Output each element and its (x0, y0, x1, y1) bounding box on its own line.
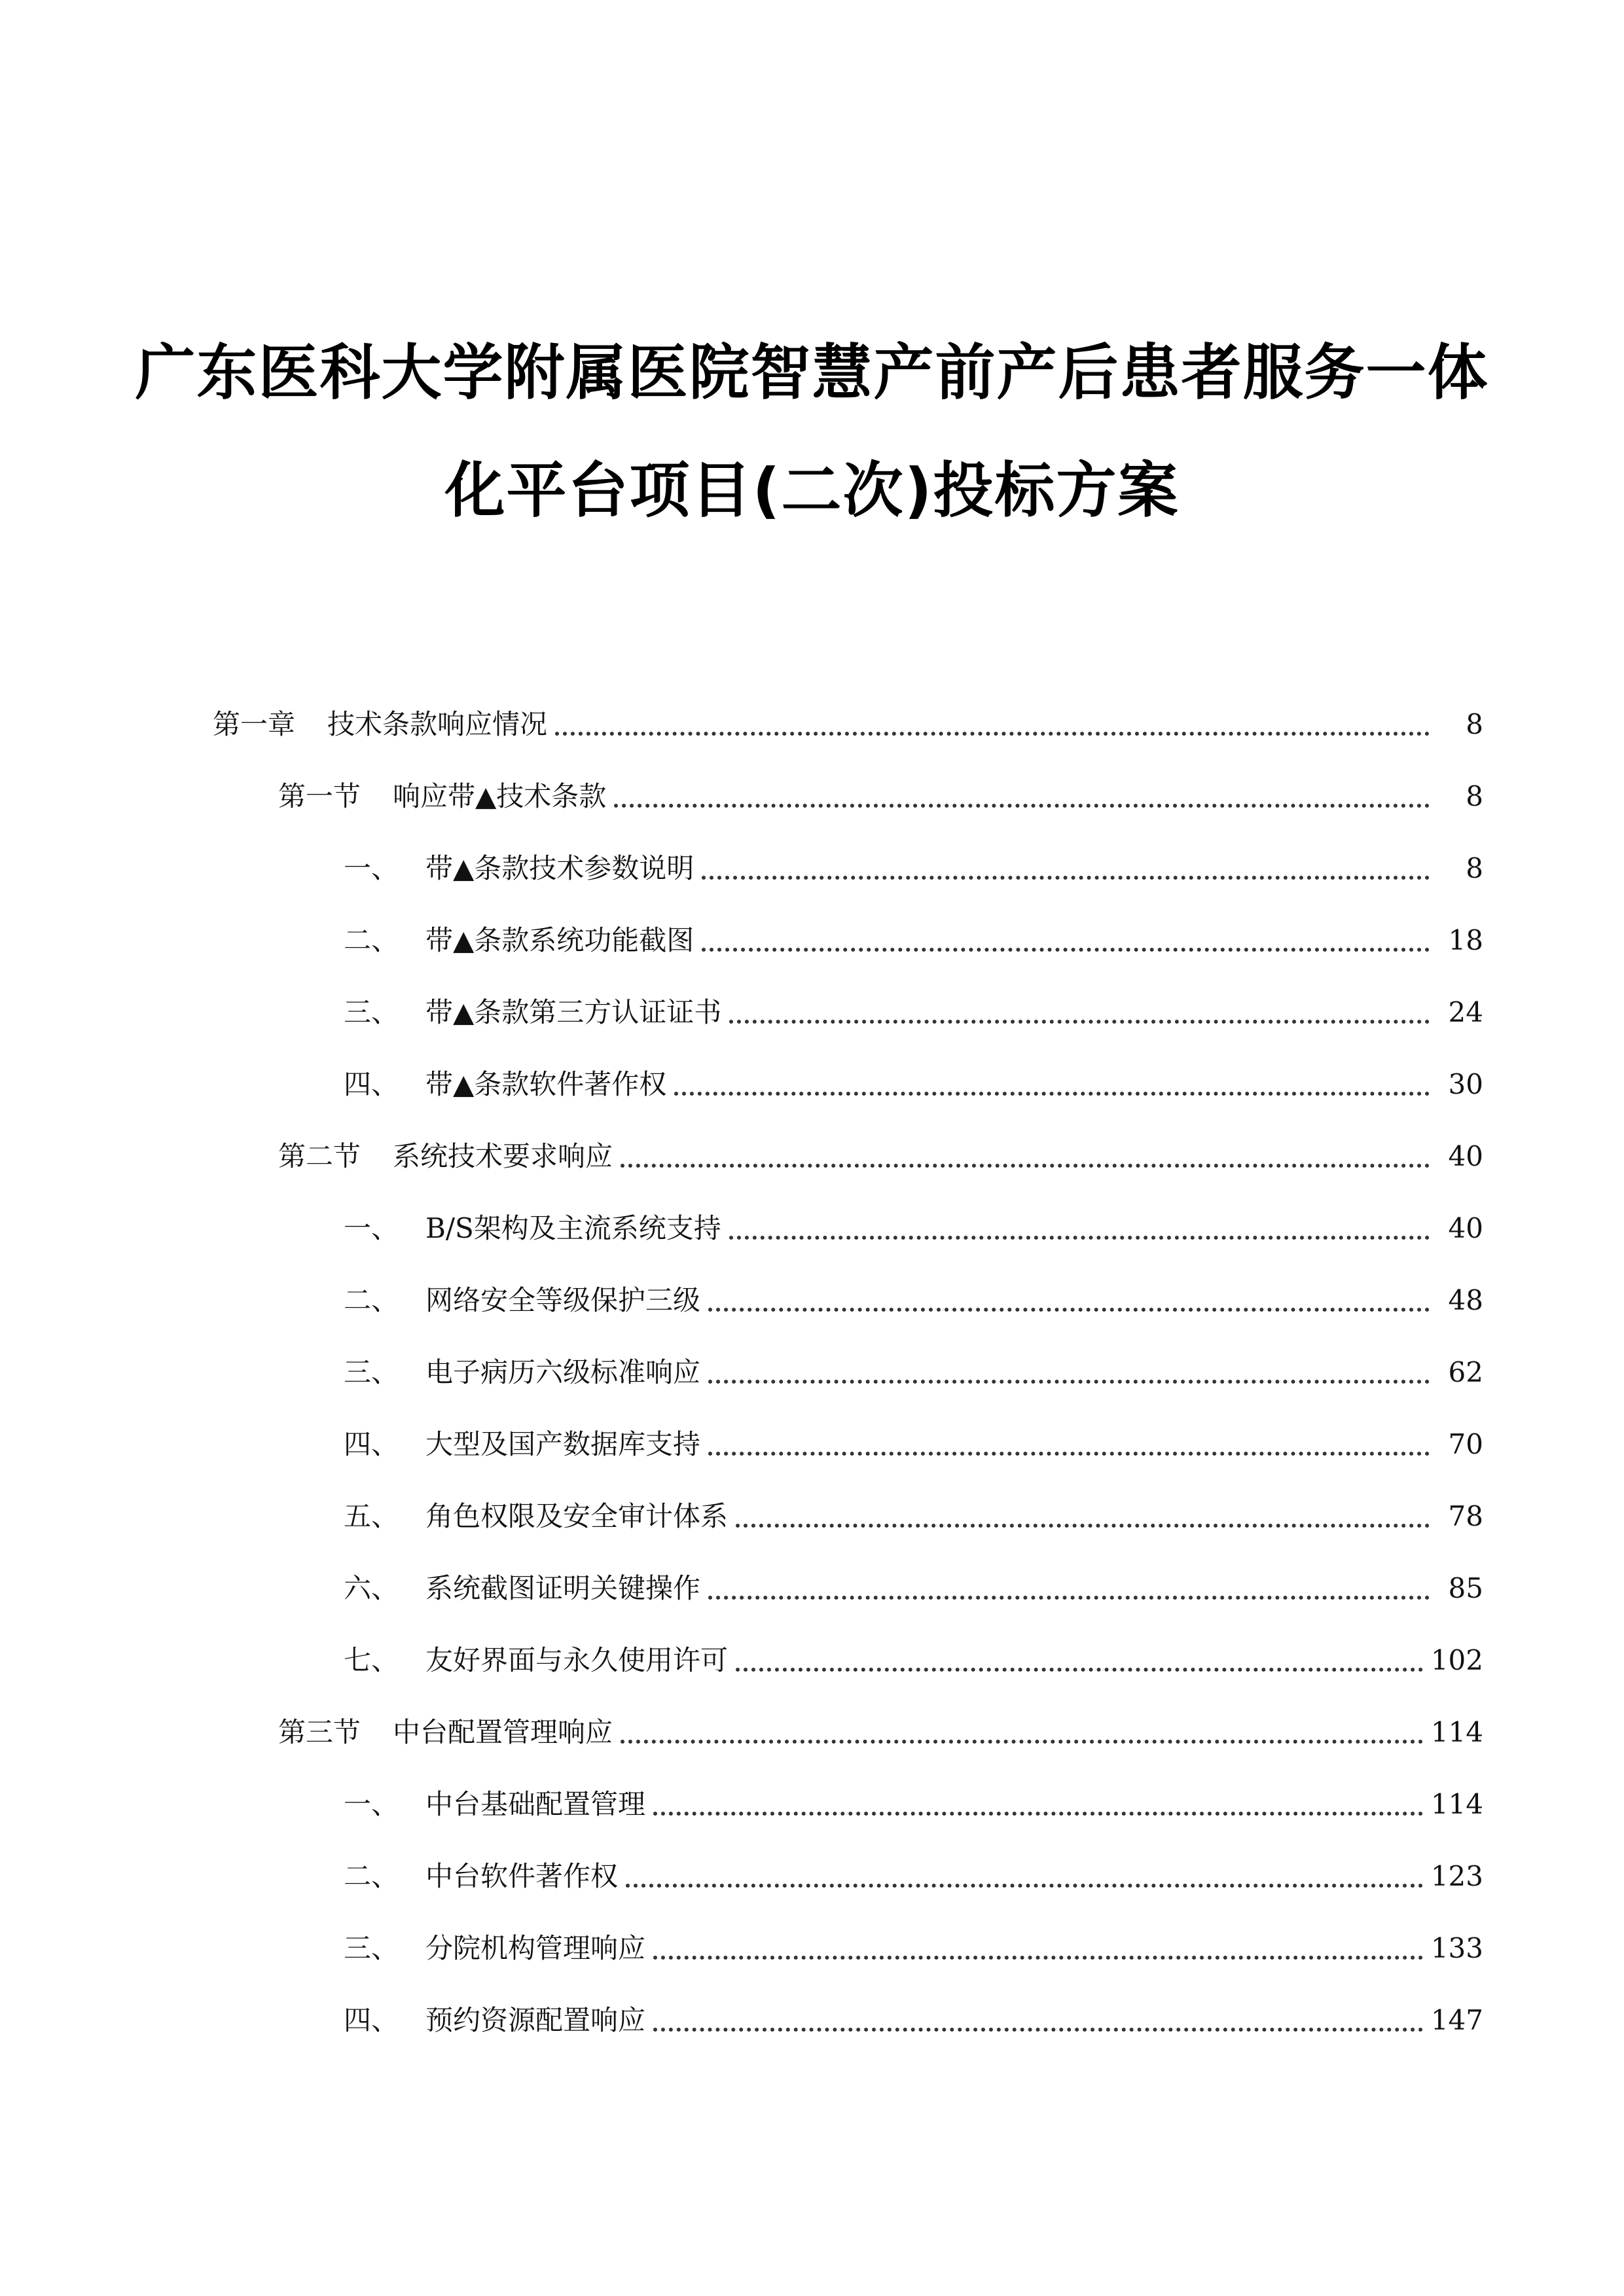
toc-number: 二、 (344, 924, 399, 956)
toc-entry-section[interactable] (278, 1134, 1483, 1179)
toc-label: 电子病历六级标准响应 (425, 1356, 701, 1388)
toc-entry-subsection[interactable] (344, 1854, 1483, 1899)
toc-number: 二、 (344, 1284, 399, 1316)
toc-entry-subsection[interactable] (344, 846, 1483, 891)
toc-number: 七、 (344, 1644, 399, 1676)
toc-number: 四、 (344, 1068, 399, 1100)
toc-entry-subsection[interactable] (344, 1422, 1483, 1467)
dot-leader (626, 1884, 1423, 1888)
toc-entry-subsection[interactable] (344, 1206, 1483, 1251)
toc-entry-subsection[interactable] (344, 990, 1483, 1035)
dot-leader (708, 1380, 1430, 1384)
toc-entry-subsection[interactable] (344, 1998, 1483, 2043)
toc-label: 中台软件著作权 (425, 1860, 619, 1892)
toc-page-number: 8 (1466, 780, 1483, 812)
toc-label: 技术条款响应情况 (327, 708, 548, 740)
toc-entry-subsection[interactable] (344, 1566, 1483, 1611)
toc-entry-subsection[interactable] (344, 1350, 1483, 1395)
document-title-line-2: 化平台项目(二次)投标方案 (444, 456, 1180, 526)
toc-label: 网络安全等级保护三级 (425, 1284, 701, 1316)
toc-number: 三、 (344, 996, 399, 1028)
dot-leader (614, 804, 1430, 808)
toc-label: 中台基础配置管理 (425, 1788, 646, 1820)
toc-number: 一、 (344, 1212, 399, 1244)
toc-entry-section[interactable] (278, 1710, 1483, 1755)
toc-entry-subsection[interactable] (344, 1782, 1483, 1827)
toc-number: 一、 (344, 1788, 399, 1820)
toc-page-number: 40 (1448, 1212, 1483, 1244)
dot-leader (653, 1956, 1423, 1960)
toc-number: 二、 (344, 1860, 399, 1892)
toc-number: 第一节 (278, 780, 361, 812)
toc-label: 带▲条款软件著作权 (425, 1068, 667, 1100)
toc-page-number: 24 (1448, 996, 1483, 1028)
dot-leader (708, 1452, 1430, 1456)
toc-number: 四、 (344, 2004, 399, 2036)
toc-entry-subsection[interactable] (344, 918, 1483, 963)
toc-page-number: 8 (1466, 852, 1483, 884)
toc-label: 系统技术要求响应 (393, 1140, 613, 1172)
dot-leader (708, 1596, 1430, 1600)
toc-page-number: 40 (1448, 1140, 1483, 1172)
toc-page-number: 78 (1448, 1500, 1483, 1532)
dot-leader (736, 1668, 1423, 1672)
toc-page-number: 62 (1448, 1356, 1483, 1388)
dot-leader (555, 732, 1430, 736)
toc-label: 预约资源配置响应 (425, 2004, 646, 2036)
toc-label: B/S架构及主流系统支持 (425, 1212, 721, 1244)
toc-page-number: 147 (1430, 2004, 1483, 2036)
dot-leader (702, 876, 1430, 880)
dot-leader (729, 1236, 1430, 1240)
toc-number: 三、 (344, 1356, 399, 1388)
toc-label: 系统截图证明关键操作 (425, 1572, 701, 1604)
toc-entry-subsection[interactable] (344, 1494, 1483, 1539)
toc-page-number: 102 (1430, 1644, 1483, 1676)
toc-label: 带▲条款技术参数说明 (425, 852, 695, 884)
toc-number: 六、 (344, 1572, 399, 1604)
toc-number: 第三节 (278, 1716, 361, 1748)
dot-leader (653, 2028, 1423, 2032)
toc-entry-subsection[interactable] (344, 1278, 1483, 1323)
toc-number: 第一章 (213, 708, 296, 740)
toc-label: 分院机构管理响应 (425, 1932, 646, 1964)
toc-label: 带▲条款系统功能截图 (425, 924, 695, 956)
toc-entry-subsection[interactable] (344, 1926, 1483, 1971)
toc-number: 五、 (344, 1500, 399, 1532)
toc-page-number: 114 (1430, 1716, 1483, 1748)
dot-leader (653, 1812, 1423, 1816)
toc-page-number: 70 (1448, 1428, 1483, 1460)
dot-leader (729, 1020, 1430, 1024)
dot-leader (621, 1164, 1430, 1168)
toc-page-number: 48 (1448, 1284, 1483, 1316)
toc-entry-subsection[interactable] (344, 1638, 1483, 1683)
document-title-line-1: 广东医科大学附属医院智慧产前产后患者服务一体 (135, 338, 1489, 408)
toc-page-number: 30 (1448, 1068, 1483, 1100)
toc-entry-section[interactable] (278, 774, 1483, 819)
toc-label: 响应带▲技术条款 (393, 780, 607, 812)
toc-number: 三、 (344, 1932, 399, 1964)
dot-leader (736, 1524, 1430, 1528)
dot-leader (674, 1092, 1430, 1096)
dot-leader (708, 1308, 1430, 1312)
toc-page-number: 8 (1466, 708, 1483, 740)
toc-label: 大型及国产数据库支持 (425, 1428, 701, 1460)
dot-leader (702, 948, 1430, 952)
toc-label: 角色权限及安全审计体系 (425, 1500, 729, 1532)
toc-page-number: 18 (1448, 924, 1483, 956)
toc-label: 中台配置管理响应 (393, 1716, 613, 1748)
toc-number: 第二节 (278, 1140, 361, 1172)
toc-page-number: 133 (1430, 1932, 1483, 1964)
toc-number: 一、 (344, 852, 399, 884)
toc-page-number: 123 (1430, 1860, 1483, 1892)
toc-page-number: 85 (1448, 1572, 1483, 1604)
toc-entry-chapter[interactable] (213, 702, 1483, 747)
toc-entry-subsection[interactable] (344, 1062, 1483, 1107)
dot-leader (621, 1740, 1423, 1744)
toc-number: 四、 (344, 1428, 399, 1460)
toc-label: 友好界面与永久使用许可 (425, 1644, 729, 1676)
toc-page-number: 114 (1430, 1788, 1483, 1820)
toc-label: 带▲条款第三方认证证书 (425, 996, 722, 1028)
